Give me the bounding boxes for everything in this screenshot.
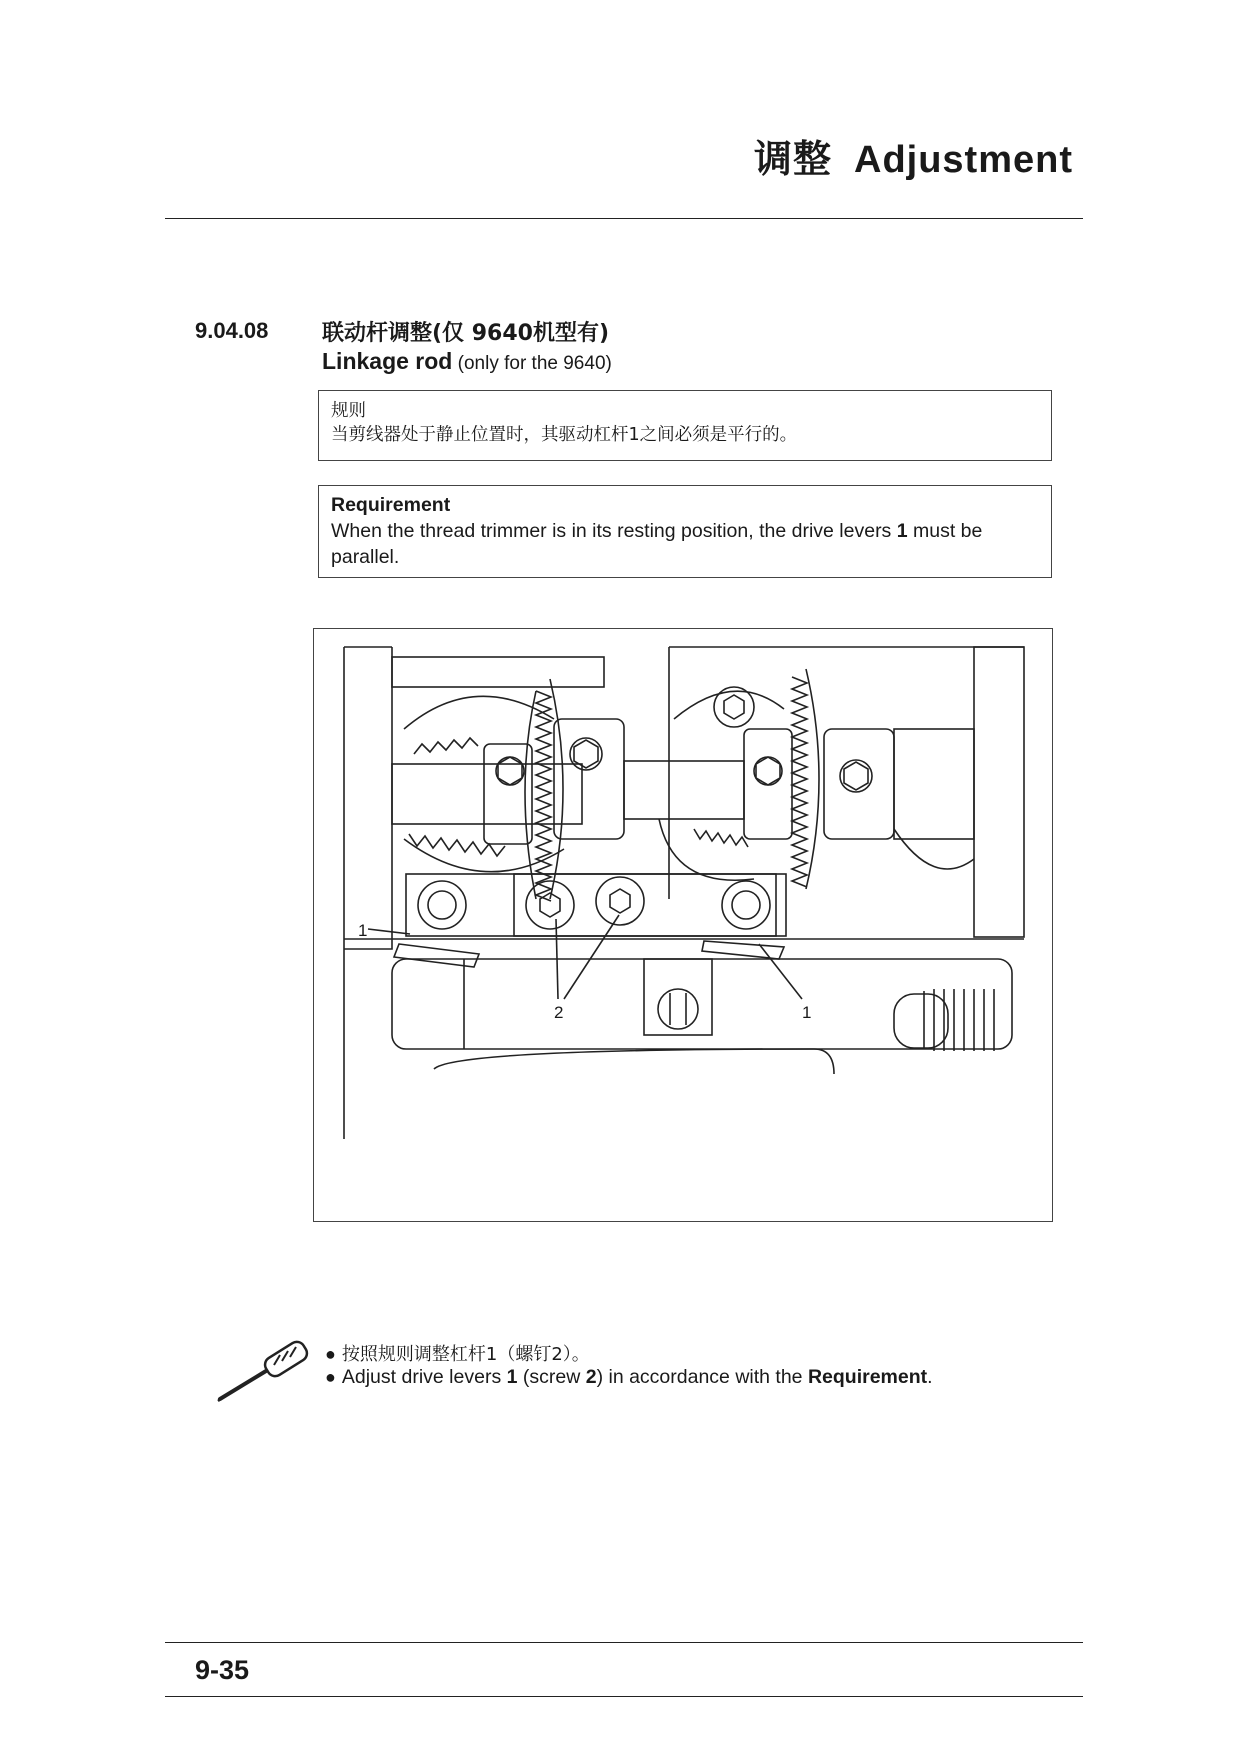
- requirement-box-cn: [318, 390, 1052, 461]
- header-title-en: Adjustment: [854, 139, 1073, 181]
- section-title-en-suffix: (only for the 9640): [452, 353, 612, 374]
- header-title-cn: 调整: [753, 137, 832, 181]
- instruction-en-part: 2: [585, 1366, 597, 1388]
- requirement-heading-cn: 规则: [331, 401, 366, 421]
- figure-label-screw: 2: [554, 1003, 564, 1022]
- bullet-icon: ●: [325, 1344, 336, 1364]
- page-number: 9-35: [195, 1655, 250, 1685]
- section-title-en: [322, 348, 612, 375]
- bullet-icon: ●: [325, 1367, 336, 1387]
- mechanism-drawing: [314, 629, 1053, 1222]
- figure-label-lever-right: 1: [802, 1003, 812, 1022]
- header-rule: [165, 218, 1083, 219]
- linkage-rod-illustration: [313, 628, 1053, 1222]
- requirement-lever-number: 1: [896, 520, 908, 542]
- requirement-text-en: [331, 518, 1039, 570]
- instruction-en-part: ) in accordance with the: [596, 1366, 808, 1388]
- instruction-en-part: (screw: [517, 1366, 586, 1388]
- instruction-en: [325, 1366, 933, 1389]
- footer-rule-top: [165, 1642, 1083, 1643]
- footer-rule-bottom: [165, 1696, 1083, 1697]
- instruction-cn-text: 按照规则调整杠杆1（螺钉2）。: [341, 1344, 590, 1365]
- instruction-en-part: Adjust drive levers: [341, 1366, 507, 1388]
- screwdriver-icon: [216, 1335, 312, 1403]
- instruction-en-part: 1: [506, 1366, 518, 1388]
- instruction-en-part: .: [927, 1366, 933, 1388]
- instruction-en-part: Requirement: [807, 1366, 928, 1388]
- page-header-title: [754, 128, 1073, 183]
- section-title-cn: 联动杆调整(仅 9640机型有): [322, 321, 609, 346]
- requirement-heading-en: Requirement: [331, 494, 451, 516]
- instruction-cn: [325, 1340, 590, 1366]
- figure-label-lever-left: 1: [358, 921, 368, 940]
- requirement-text-cn: 当剪线器处于静止位置时，其驱动杠杆1之间必须是平行的。: [331, 425, 798, 445]
- requirement-text-part: When the thread trimmer is in its resting position, the drive levers: [331, 520, 897, 542]
- requirement-box-en: [318, 485, 1052, 578]
- section-title-en-bold: Linkage rod: [322, 348, 453, 374]
- requirement-text-part: must be parallel.: [331, 520, 983, 568]
- section-number: 9.04.08: [195, 318, 269, 343]
